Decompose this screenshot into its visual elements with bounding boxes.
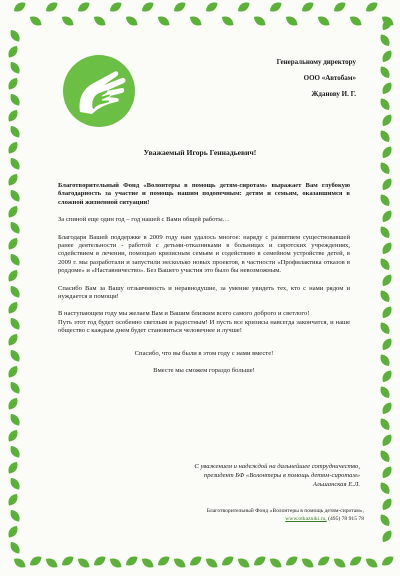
leaf-icon bbox=[380, 528, 394, 544]
leaf-icon bbox=[188, 14, 204, 28]
leaf-icon bbox=[8, 444, 22, 460]
leaf-icon bbox=[6, 204, 20, 220]
leaf-icon bbox=[268, 0, 284, 14]
paragraph-thanks: Спасибо Вам за Вашу отзывчивость и неравнодушие, за умение увидеть тех, кто с нами рядом и нуждается в помощи! bbox=[58, 284, 350, 301]
leaf-icon bbox=[284, 14, 300, 28]
leaf-icon bbox=[6, 236, 20, 252]
leaf-icon bbox=[6, 492, 20, 508]
leaf-icon bbox=[380, 176, 394, 192]
leaf-icon bbox=[8, 220, 22, 236]
leaf-icon bbox=[380, 80, 394, 96]
leaf-icon bbox=[6, 396, 20, 412]
leaf-icon bbox=[6, 524, 20, 540]
leaf-icon bbox=[300, 556, 316, 570]
leaf-icon bbox=[380, 240, 394, 256]
leaf-icon bbox=[300, 0, 316, 14]
leaf-icon bbox=[6, 364, 20, 380]
leaf-icon bbox=[188, 554, 204, 568]
leaf-icon bbox=[378, 32, 392, 48]
leaf-icon bbox=[378, 256, 392, 272]
leaf-icon bbox=[378, 224, 392, 240]
leaf-icon bbox=[268, 556, 284, 570]
signer-name: Альшанская Е.Л. bbox=[312, 481, 360, 488]
leaf-icon bbox=[92, 554, 108, 568]
leaf-icon bbox=[316, 554, 332, 568]
footer-org: Благотворительный Фонд «Волонтеры в помощь детям-сиротам», bbox=[206, 508, 364, 514]
leaf-icon bbox=[6, 172, 20, 188]
leaf-icon bbox=[220, 14, 236, 28]
leaf-icon bbox=[378, 192, 392, 208]
leaf-icon bbox=[12, 556, 28, 570]
signer-title: президент БФ «Волонтеры в помощь детям-сиротам» bbox=[203, 472, 360, 479]
leaf-icon bbox=[8, 508, 22, 524]
leaf-icon bbox=[380, 432, 394, 448]
closing-signature bbox=[100, 462, 360, 489]
leaf-icon bbox=[44, 0, 60, 14]
leaf-icon bbox=[348, 14, 364, 28]
leaf-icon bbox=[124, 14, 140, 28]
leaf-icon bbox=[12, 0, 28, 14]
leaf-icon bbox=[8, 380, 22, 396]
leaf-icon bbox=[332, 556, 348, 570]
leaf-icon bbox=[380, 336, 394, 352]
leaf-icon bbox=[236, 556, 252, 570]
leaf-icon bbox=[380, 112, 394, 128]
leaf-icon bbox=[378, 64, 392, 80]
leaf-icon bbox=[364, 556, 380, 570]
leaf-icon bbox=[6, 268, 20, 284]
leaf-icon bbox=[8, 60, 22, 76]
leaf-icon bbox=[108, 556, 124, 570]
leaf-icon bbox=[6, 460, 20, 476]
paragraph-achievements: Благодаря Вашей поддержке в 2009 году нам удалось многое: наряду с развитием существовавшей ранее деятельности - работой с детьми-отказниками в больницах и сиротских учреждениях, содействием в лечении, помощью кризисным семьям и содействию в семейном устройстве детей, в 2009 г. мы разработали и запустили несколько новых проектов, в частности «Профилактика отказов в роддоме» и «Наставничество». Без Вашего участия это было бы невозможным. bbox=[58, 233, 350, 275]
leaf-icon bbox=[76, 0, 92, 14]
leaf-icon bbox=[6, 76, 20, 92]
leaf-icon bbox=[6, 300, 20, 316]
leaf-icon bbox=[8, 124, 22, 140]
addressee-position: Генеральному директору bbox=[276, 58, 356, 66]
leaf-icon bbox=[8, 284, 22, 300]
paragraph-more: Вместе мы сможем гораздо больше! bbox=[153, 367, 255, 375]
leaf-icon bbox=[380, 304, 394, 320]
leaf-icon bbox=[44, 556, 60, 570]
leaf-icon bbox=[8, 92, 22, 108]
paragraph-together: Спасибо, что вы были в этом году с нами вместе! bbox=[134, 349, 274, 357]
leaf-icon bbox=[8, 252, 22, 268]
leaf-icon bbox=[332, 0, 348, 14]
leaf-icon bbox=[378, 512, 392, 528]
phone-number: (495) 78 915 78 bbox=[328, 516, 364, 522]
leaf-icon bbox=[6, 44, 20, 60]
leaf-icon bbox=[378, 320, 392, 336]
leaf-icon bbox=[92, 14, 108, 28]
leaf-icon bbox=[380, 48, 394, 64]
website-link[interactable]: www.otkazniki.ru, bbox=[285, 516, 327, 522]
leaf-icon bbox=[204, 0, 220, 14]
leaf-icon bbox=[6, 108, 20, 124]
leaf-icon bbox=[108, 0, 124, 14]
leaf-icon bbox=[380, 464, 394, 480]
leaf-icon bbox=[380, 272, 394, 288]
addressee-name: Жданову И. Г. bbox=[311, 90, 356, 98]
paragraph-year: За спиной еще один год – год нашей с Вами общей работы… bbox=[58, 216, 230, 224]
leaf-icon bbox=[28, 14, 44, 28]
leaf-icon bbox=[8, 316, 22, 332]
leaf-icon bbox=[378, 128, 392, 144]
letter-body bbox=[58, 182, 350, 385]
leaf-icon bbox=[284, 554, 300, 568]
leaf-icon bbox=[6, 332, 20, 348]
hands-logo-icon bbox=[62, 54, 136, 128]
leaf-icon bbox=[378, 448, 392, 464]
leaf-icon bbox=[364, 0, 380, 14]
paragraph-gratitude: Благотворительный Фонд «Волонтеры в помощь детям-сиротам» выражает Вам глубокую благодарность за участие и помощь нашим подопечным: детям и семьям, оказавшимся в сложной жизненной ситуации! bbox=[58, 182, 350, 206]
footer bbox=[64, 507, 364, 523]
leaf-icon bbox=[378, 96, 392, 112]
leaf-icon bbox=[60, 14, 76, 28]
leaf-icon bbox=[378, 160, 392, 176]
leaf-icon bbox=[204, 556, 220, 570]
leaf-icon bbox=[172, 0, 188, 14]
leaf-icon bbox=[316, 14, 332, 28]
leaf-icon bbox=[380, 400, 394, 416]
leaf-icon bbox=[378, 384, 392, 400]
leaf-icon bbox=[380, 554, 396, 568]
leaf-icon bbox=[380, 496, 394, 512]
leaf-icon bbox=[8, 412, 22, 428]
leaf-icon bbox=[252, 14, 268, 28]
addressee-company: ООО «Автобам» bbox=[303, 74, 356, 82]
leaf-icon bbox=[140, 0, 156, 14]
leaf-icon bbox=[172, 556, 188, 570]
addressee-block bbox=[277, 54, 356, 102]
leaf-icon bbox=[8, 348, 22, 364]
leaf-icon bbox=[378, 288, 392, 304]
leaf-icon bbox=[6, 428, 20, 444]
leaf-icon bbox=[8, 28, 22, 44]
leaf-icon bbox=[28, 554, 44, 568]
leaf-icon bbox=[220, 554, 236, 568]
closing-line: С уважением и надеждой на дальнейшее сотрудничество, bbox=[194, 463, 360, 470]
leaf-icon bbox=[60, 554, 76, 568]
leaf-icon bbox=[8, 188, 22, 204]
leaf-icon bbox=[140, 556, 156, 570]
leaf-icon bbox=[348, 554, 364, 568]
leaf-icon bbox=[156, 14, 172, 28]
leaf-icon bbox=[252, 554, 268, 568]
paragraph-wishes-2: Путь этот год будет особенно светлым и радостным! И пусть все кризисы навсегда закончатся, и наше общество с каждым днем будет становиться человечнее и лучше! bbox=[58, 318, 350, 335]
salutation: Уважаемый Игорь Геннадьевич! bbox=[143, 148, 257, 157]
leaf-icon bbox=[156, 554, 172, 568]
leaf-icon bbox=[378, 416, 392, 432]
leaf-icon bbox=[8, 540, 22, 556]
leaf-icon bbox=[236, 0, 252, 14]
leaf-icon bbox=[378, 480, 392, 496]
leaf-icon bbox=[76, 556, 92, 570]
leaf-icon bbox=[380, 368, 394, 384]
leaf-icon bbox=[8, 156, 22, 172]
leaf-icon bbox=[124, 554, 140, 568]
paragraph-wishes: В наступающем году мы желаем Вам и Вашим близким всего самого доброго и светлого! bbox=[58, 310, 310, 318]
leaf-icon bbox=[8, 476, 22, 492]
leaf-icon bbox=[378, 352, 392, 368]
leaf-icon bbox=[380, 208, 394, 224]
